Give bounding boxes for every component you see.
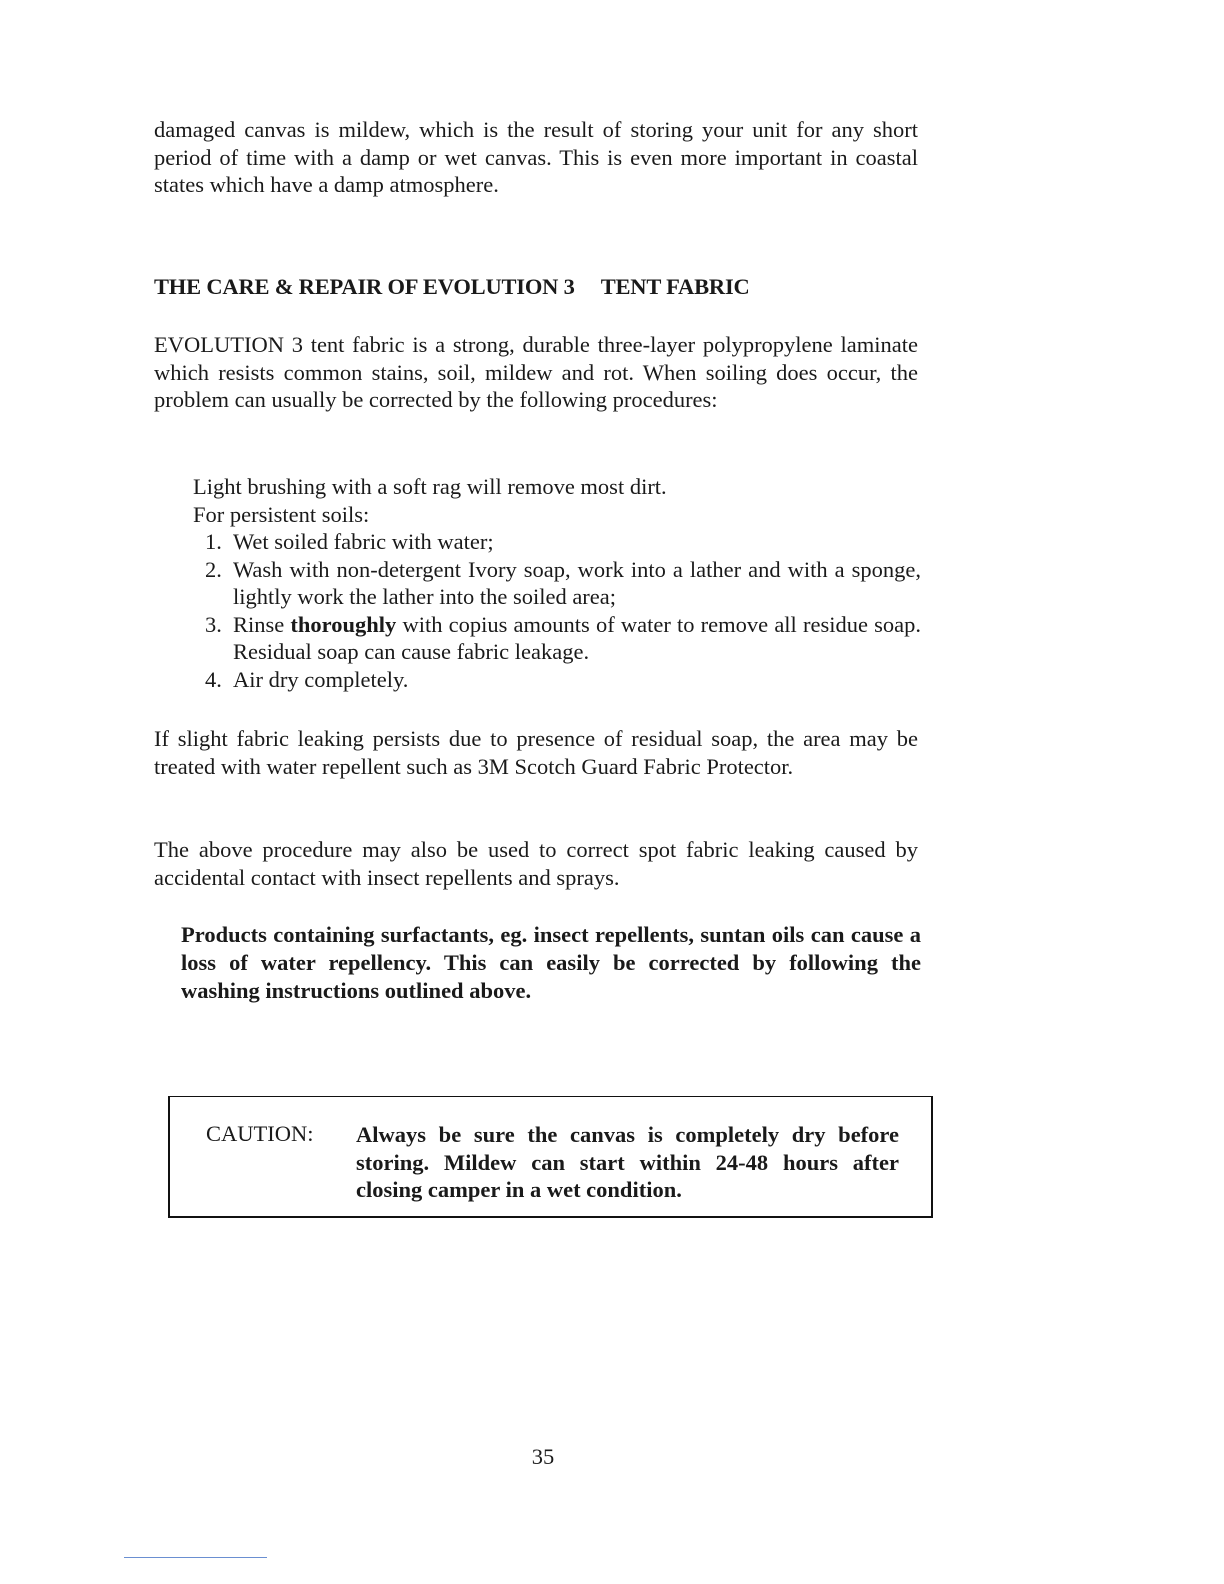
section-heading [154,274,750,300]
step-text: Wash with non-detergent Ivory soap, work into a lather and with a sponge, lightly work the lather into the soiled area; [233,556,921,609]
persistent-soils-intro: For persistent soils: [193,501,370,527]
caution-text: Always be sure the canvas is completely dry before storing. Mildew can start within 24-48 hours after closing camper in a wet condition. [356,1122,899,1202]
step-item [205,556,921,611]
spot-leak-paragraph: The above procedure may also be used to correct spot fabric leaking caused by accidental contact with insect repellents and sprays. [154,837,918,890]
description-paragraph: EVOLUTION 3 tent fabric is a strong, durable three-layer polypropylene laminate which resists common stains, soil, mildew and rot. When soiling does occur, the problem can usually be corrected by the following procedures: [154,332,918,412]
residual-soap-paragraph: If slight fabric leaking persists due to presence of residual soap, the area may be treated with water repellent such as 3M Scotch Guard Fabric Protector. [154,726,918,779]
step-text-before: Rinse [233,611,291,637]
step-number: 1. [205,529,222,554]
surfactant-warning: Products containing surfactants, eg. insect repellents, suntan oils can cause a loss of water repellency. This can easily be corrected by following the washing instructions outlined above. [181,922,921,1003]
step-number: 4. [205,666,222,692]
bottom-rule [124,1557,267,1558]
caution-box [168,1096,933,1218]
caution-label: CAUTION: [206,1121,314,1146]
step-item [205,666,921,694]
step-item [205,528,921,556]
step-text: Air dry completely. [233,666,409,692]
step-number: 2. [205,556,222,582]
step-text: Wet soiled fabric with water; [233,529,494,554]
step-text-after: with copius amounts of water to remove all residue soap. Residual soap can cause fabric leakage. [233,611,921,664]
step-item [205,611,921,666]
page-number: 35 [531,1444,555,1469]
step-number: 3. [205,611,222,637]
light-brushing-line: Light brushing with a soft rag will remove most dirt. [193,474,667,499]
heading-part-2: TENT FABRIC [600,274,750,299]
procedure-steps [193,528,921,693]
cleaning-procedure [193,473,921,693]
step-emphasis: thoroughly [290,611,397,637]
heading-part-1: THE CARE & REPAIR OF EVOLUTION 3 [154,274,575,299]
intro-paragraph: damaged canvas is mildew, which is the result of storing your unit for any short period of time with a damp or wet canvas. This is even more important in coastal states which have a damp atmosphere. [154,117,918,197]
